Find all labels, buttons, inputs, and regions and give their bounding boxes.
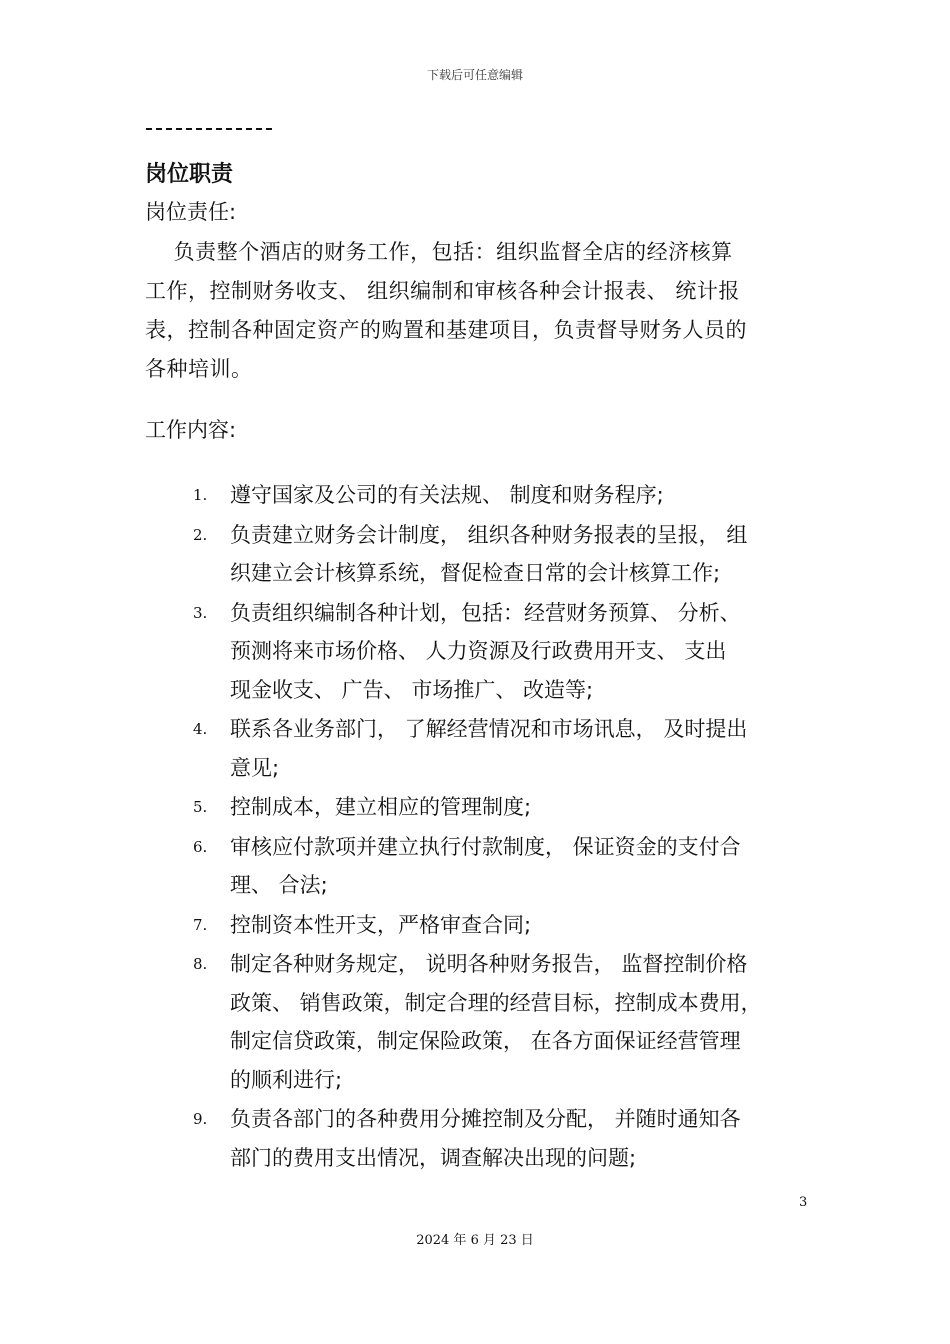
- list-item-text: [230, 1100, 810, 1177]
- list-item: [0, 594, 950, 710]
- list-item-line: 控制资本性开支，严格审查合同;: [230, 912, 532, 937]
- list-item: [0, 476, 950, 515]
- list-item-line: 意见;: [230, 755, 280, 780]
- list-item-number: 3.: [193, 603, 208, 622]
- list-item-line: 审核应付款项并建立执行付款制度， 保证资金的支付合: [230, 834, 741, 859]
- footer-date: 2024 年 6 月 23 日: [416, 1233, 534, 1248]
- list-item-number: 4.: [193, 720, 208, 738]
- list-item-line: 部门的费用支出情况，调查解决出现的问题;: [230, 1145, 637, 1170]
- responsibility-label: 岗位责任:: [145, 200, 237, 224]
- work-content-label: 工作内容:: [145, 418, 237, 442]
- list-item: [0, 945, 950, 1099]
- list-item-line: 政策、 销售政策，制定合理的经营目标，控制成本费用，: [230, 990, 762, 1015]
- list-item: [0, 1100, 950, 1177]
- list-item-number: 6.: [193, 837, 208, 856]
- list-item-line: 制定信贷政策，制定保险政策， 在各方面保证经营管理: [230, 1029, 741, 1053]
- list-item-line: 负责建立财务会计制度， 组织各种财务报表的呈报， 组: [230, 522, 748, 547]
- page-header: 下载后可任意编辑: [426, 68, 523, 82]
- list-item-text: [230, 594, 810, 710]
- list-item-line: 织建立会计核算系统，督促检查日常的会计核算工作;: [230, 561, 721, 585]
- list-item-line: 的顺利进行;: [230, 1067, 343, 1092]
- list-item: [0, 828, 950, 905]
- separator-dashes: [146, 128, 272, 130]
- list-item: [0, 516, 950, 593]
- list-item-text: [230, 476, 810, 515]
- work-content-list: [0, 476, 950, 1178]
- list-item-line: 负责组织编制各种计划，包括：经营财务预算、 分析、: [230, 600, 741, 625]
- paragraph-line: 负责整个酒店的财务工作，包括：组织监督全店的经济核算: [145, 240, 733, 264]
- page-number: 3: [799, 1195, 808, 1210]
- list-item-number: 2.: [193, 525, 208, 544]
- list-item-line: 负责各部门的各种费用分摊控制及分配， 并随时通知各: [230, 1107, 741, 1131]
- list-item-number: 8.: [193, 955, 208, 973]
- list-item: [0, 710, 950, 787]
- list-item-line: 遵守国家及公司的有关法规、 制度和财务程序;: [230, 483, 664, 507]
- list-item-text: [230, 828, 810, 905]
- list-item: [0, 788, 950, 827]
- paragraph-line: 表，控制各种固定资产的购置和基建项目，负责督导财务人员的: [145, 318, 747, 342]
- list-item-text: [230, 788, 810, 827]
- list-item-text: [230, 945, 810, 1099]
- list-item-number: 5.: [193, 798, 208, 816]
- paragraph-line: 工作，控制财务收支、 组织编制和审核各种会计报表、 统计报: [145, 279, 740, 303]
- list-item-line: 联系各业务部门， 了解经营情况和市场讯息， 及时提出: [230, 717, 748, 741]
- section-title: 岗位职责: [145, 162, 234, 187]
- list-item-line: 理、 合法;: [230, 873, 328, 897]
- list-item-number: 1.: [193, 486, 208, 504]
- list-item-number: 9.: [193, 1110, 208, 1128]
- responsibility-paragraph: [145, 233, 810, 389]
- list-item-line: 现金收支、 广告、 市场推广、 改造等;: [230, 677, 594, 702]
- list-item-number: 7.: [193, 915, 208, 934]
- list-item-line: 预测将来市场价格、 人力资源及行政费用开支、 支出: [230, 639, 727, 663]
- list-item: [0, 906, 950, 945]
- paragraph-line: 各种培训。: [145, 357, 253, 381]
- list-item-line: 控制成本，建立相应的管理制度;: [230, 795, 532, 819]
- list-item-line: 制定各种财务规定， 说明各种财务报告， 监督控制价格: [230, 952, 748, 976]
- list-item-text: [230, 710, 810, 787]
- list-item-text: [230, 516, 810, 593]
- list-item-text: [230, 906, 810, 945]
